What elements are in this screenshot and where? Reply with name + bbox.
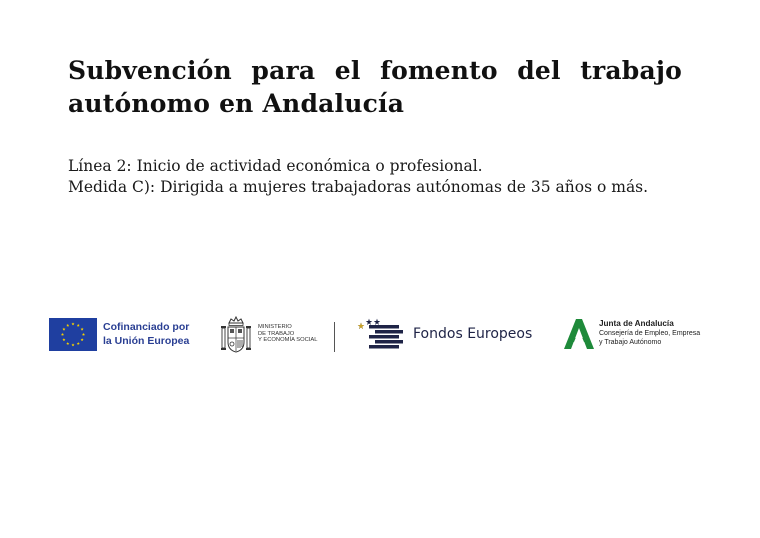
fondos-europeos-icon xyxy=(357,317,407,353)
junta-andalucia-logo xyxy=(563,314,719,356)
fondos-europeos-text: Fondos Europeos xyxy=(413,326,533,342)
eu-star-icon xyxy=(82,333,85,336)
eu-line-1: Cofinanciado por xyxy=(103,321,190,333)
junta-dept-line-2: y Trabajo Autónomo xyxy=(599,339,662,346)
eu-star-icon xyxy=(61,333,64,336)
eu-star-icon xyxy=(81,328,84,331)
funding-logos xyxy=(49,314,719,356)
eu-star-icon xyxy=(66,342,69,345)
junta-andalucia-text xyxy=(599,319,700,347)
document-title: Subvención para el fomento del trabajo autónomo en Andalucía xyxy=(68,56,682,118)
ministry-line-3: Y ECONOMÍA SOCIAL xyxy=(258,337,318,344)
ministry-logo xyxy=(216,314,338,356)
ministry-text xyxy=(258,324,318,344)
fondos-europeos-logo xyxy=(357,314,542,356)
eu-flag-icon xyxy=(49,318,97,351)
eu-stars xyxy=(49,318,97,351)
measure-description: Medida C): Dirigida a mujeres trabajadoras autónomas de 35 años o más. xyxy=(68,177,649,196)
eu-star-icon xyxy=(71,322,74,325)
eu-star-icon xyxy=(62,338,65,341)
eu-cofinanced-logo xyxy=(49,314,209,356)
spain-coat-of-arms-icon xyxy=(219,316,253,354)
eu-star-icon xyxy=(62,328,65,331)
eu-line-2: la Unión Europea xyxy=(103,335,190,347)
eu-star-icon xyxy=(77,324,80,327)
eu-star-icon xyxy=(81,338,84,341)
junta-andalucia-icon xyxy=(563,318,595,350)
eu-star-icon xyxy=(71,343,74,346)
junta-dept-line-1: Consejería de Empleo, Empresa xyxy=(599,330,701,337)
eu-star-icon xyxy=(66,324,69,327)
ministry-line-2: DE TRABAJO xyxy=(258,330,295,337)
eu-star-icon xyxy=(77,342,80,345)
ministry-line-1: MINISTERIO xyxy=(258,324,292,330)
eu-cofinanced-text xyxy=(103,320,189,348)
document-description xyxy=(68,156,688,197)
ministry-divider xyxy=(334,322,335,352)
junta-name: Junta de Andalucía xyxy=(599,319,674,328)
line-description: Línea 2: Inicio de actividad económica o profesional. xyxy=(68,157,483,175)
